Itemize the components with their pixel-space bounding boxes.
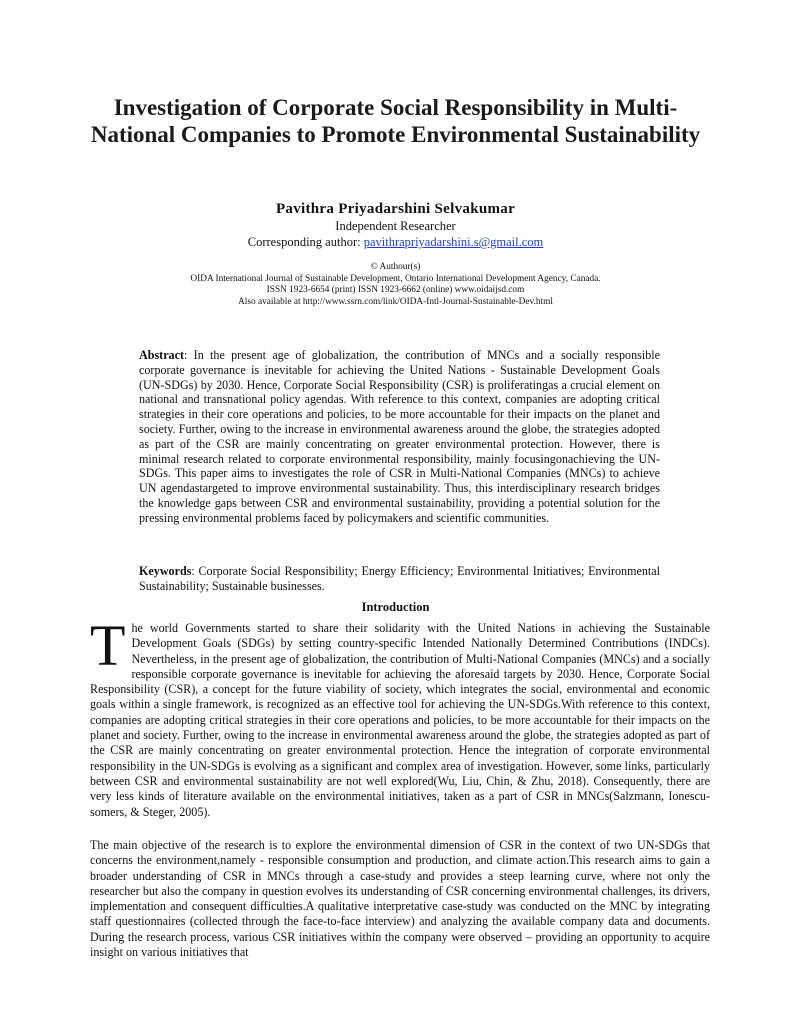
section-heading-introduction: Introduction [361, 600, 430, 614]
journal-name-line: OIDA International Journal of Sustainable Development, Ontario International Development Agency, Canada. [190, 273, 601, 284]
keywords-text: : Corporate Social Responsibility; Energy Efficiency; Environmental Initiatives; Environmental Sustainability; Sustainable businesses. [139, 564, 660, 593]
drop-cap: T [90, 613, 126, 678]
copyright-line: © Authour(s) [370, 262, 421, 272]
keywords-label: Keywords [139, 564, 192, 578]
introduction-text-1: he world Governments started to share their solidarity with the United Nations in achieving the Sustainable Development Goals (SDGs) by setting country-specific Intended Nationally Determined Contributions (INDCs). Nevertheless, in the present age of globalization, the contribution of Multi-National Companies (MNCs) and a socially responsible corporate governance is inevitable for achieving the aforesaid targets by 2030. Hence, Corporate Social Responsibility (CSR), a concept for the future viability of society, which integrates the social, environmental and economic goals within a single framework, is recognized as an effective tool for achieving the UN-SDGs.With reference to this context, companies are adopting critical strategies in their core operations and policies, to be more accountable for their impacts on the planet and society. Further, owing to the increase in environmental awareness around the globe, the strategies adopted as part of the CSR are mainly concentrating on greater environmental protection. Hence the integration of corporate environmental responsibility in the UN-SDGs is evolving as a significant and complex area of investigation. However, some links, particularly between CSR and environmental sustainability are not well explored(Wu, Liu, Chin, & Zhu, 2018). Consequently, there are very less kinds of literature available on the environmental initiatives, taken as a part of CSR in MNCs(Salzmann, Ionescu-somers, & Steger, 2005). [90, 621, 710, 819]
paper-title: Investigation of Corporate Social Responsibility in Multi-National Companies to Promote Environmental Sustainability [90, 95, 701, 147]
author-name: Pavithra Priyadarshini Selvakumar [275, 201, 516, 217]
introduction-paragraph-2: The main objective of the research is to explore the environmental dimension of CSR in the context of two UN-SDGs that concerns the environment,namely - responsible consumption and production, and climate action.This research aims to gain a broader understanding of CSR in MNCs through a case-study and provides a steep learning curve, where not only the researcher but also the company in question evolves its understanding of CSR concerning environmental challenges, its drivers, implementation and consequent difficulties.A qualitative interpretative case-study was conducted on the MNC by integrating staff questionnaires (collected through the face-to-face interview) and analyzing the available company data and documents. During the research process, various CSR initiatives within the company were observed – providing an opportunity to acquire insight on various initiatives that [90, 838, 710, 960]
author-block [100, 200, 691, 250]
issn-line: ISSN 1923-6654 (print) ISSN 1923-6662 (online) www.oidaijsd.com [266, 285, 525, 295]
abstract-label: Abstract [139, 348, 185, 362]
author-affiliation: Independent Researcher [335, 219, 456, 233]
introduction-paragraph-1 [90, 613, 710, 820]
corresponding-author [100, 234, 691, 250]
journal-info [100, 262, 691, 308]
availability-line: Also available at http://www.ssrn.com/link/OIDA-Intl-Journal-Sustainable-Dev.html [238, 296, 553, 307]
keywords [139, 564, 660, 594]
author-email-link[interactable]: pavithrapriyadarshini.s@gmail.com [363, 235, 544, 249]
abstract [139, 348, 660, 526]
abstract-text: : In the present age of globalization, the contribution of MNCs and a socially responsible corporate governance is inevitable for achieving the United Nations - Sustainable Development Goals (UN-SDGs) by 2030. Hence, Corporate Social Responsibility (CSR) is proliferatingas a crucial element on national and transnational policy agendas. With reference to this context, companies are adopting critical strategies in their core operations and policies, to be more accountable for their impacts on the planet and society. Further, owing to the increase in environmental awareness around the globe, the strategies adopted as part of the CSR are mainly concentrating on greater environmental protection. However, there is minimal research related to corporate environmental responsibility, mainly focusingonachieving the UN-SDGs. This paper aims to investigates the role of CSR in Multi-National Companies (MNCs) to achieve UN agendastargeted to improve environmental sustainability. Thus, this interdisciplinary research bridges the knowledge gaps between CSR and environmental sustainability, providing a potential solution for the pressing environmental problems faced by policymakers and scientific communities. [139, 348, 660, 525]
corresponding-label: Corresponding author: [247, 235, 364, 249]
